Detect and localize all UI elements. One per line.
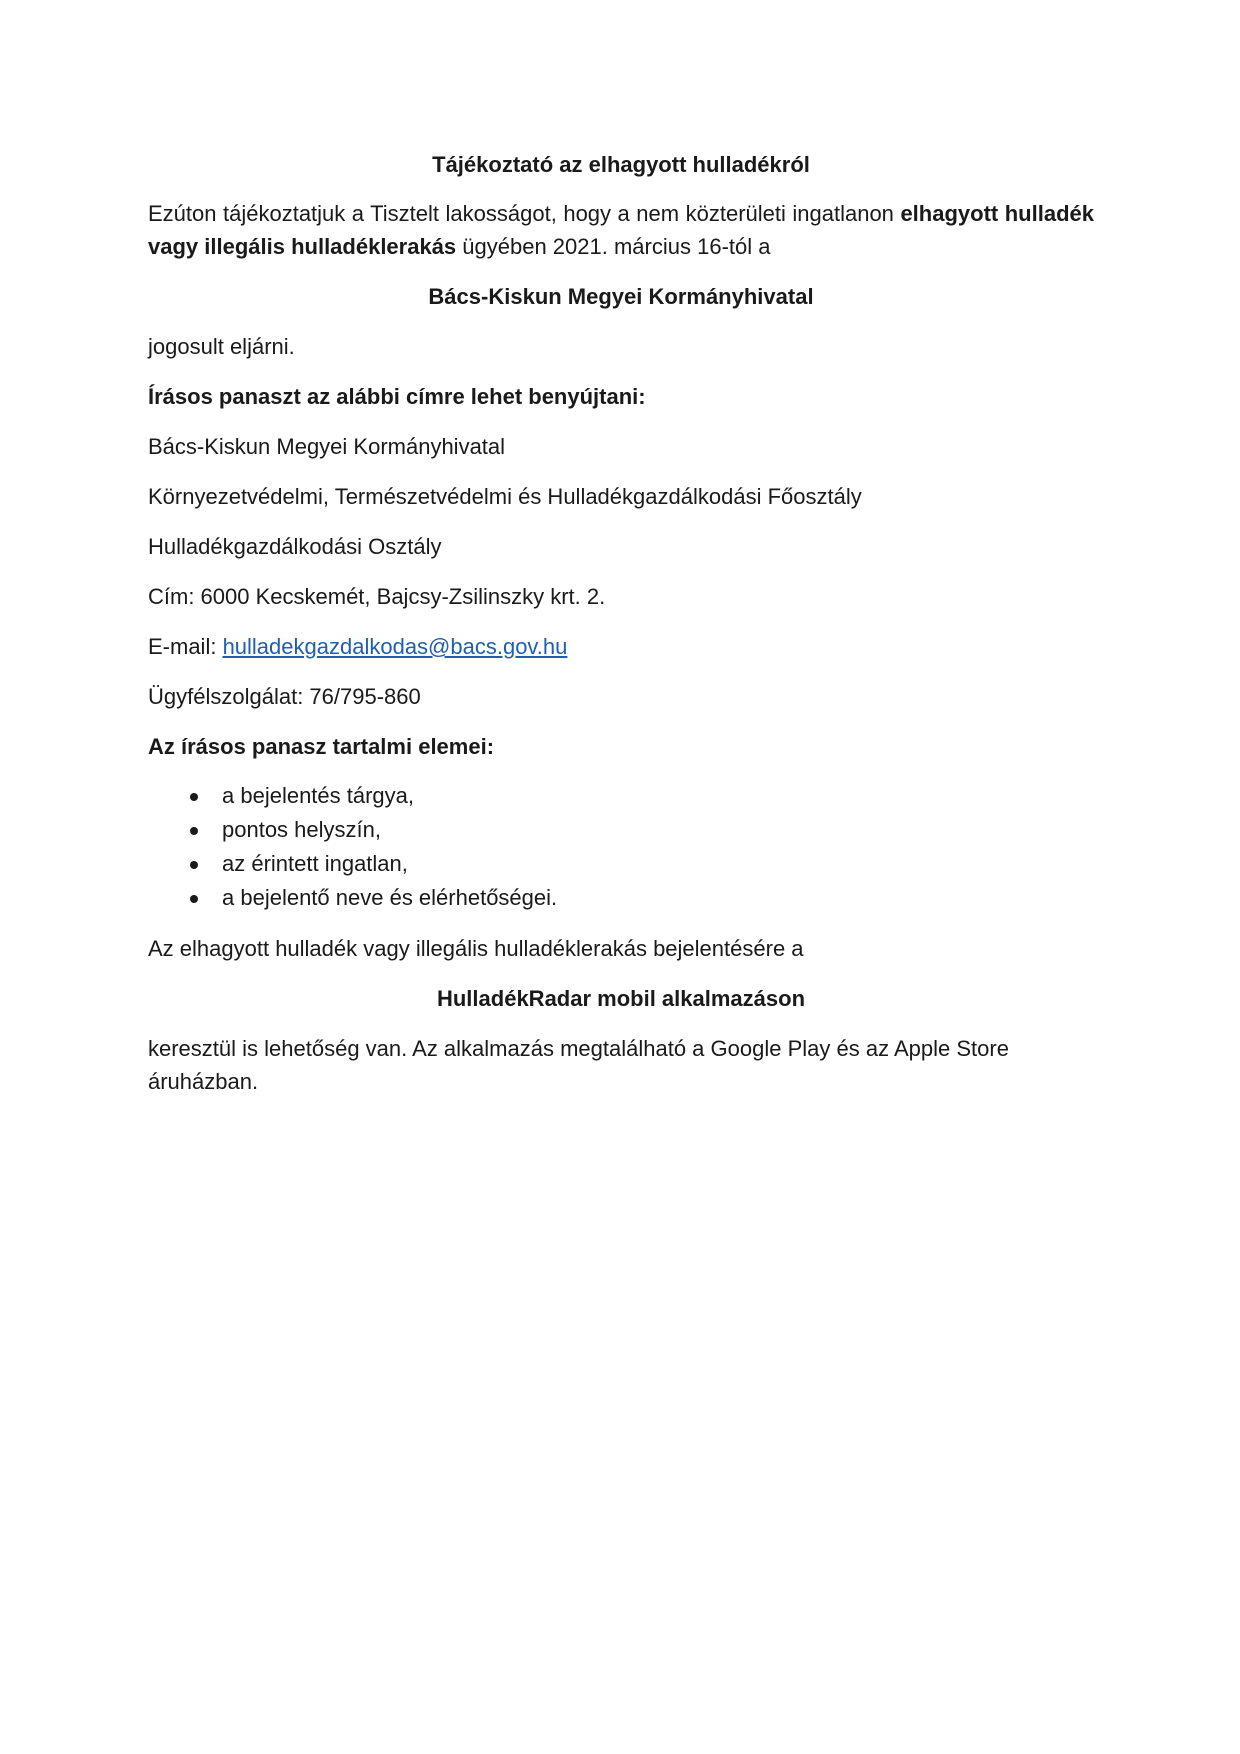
email-link[interactable]: hulladekgazdalkodas@bacs.gov.hu (222, 634, 568, 659)
list-item-text: a bejelentő neve és elérhetőségei. (222, 885, 558, 910)
app-outro-text: keresztül is lehetőség van. Az alkalmazás megtalálható a Google Play és az Apple Store áruházban. (148, 1036, 1009, 1094)
intro-bold-text: elhagyott hulladék vagy illegális hulladéklerakás (148, 201, 1094, 259)
email-label: E-mail: (148, 634, 223, 659)
address-division: Hulladékgazdálkodási Osztály (148, 534, 442, 559)
list-item (148, 779, 1094, 813)
intro-paragraph (148, 197, 1094, 263)
bullet-icon (190, 895, 198, 903)
bullet-icon (190, 793, 198, 801)
email-line (148, 630, 1094, 663)
list-item-text: a bejelentés tárgya, (222, 783, 415, 808)
complaint-heading: Írásos panaszt az alábbi címre lehet benyújtani: (148, 384, 646, 409)
address-office: Bács-Kiskun Megyei Kormányhivatal (148, 434, 506, 459)
app-name: HulladékRadar mobil alkalmazáson (436, 986, 806, 1011)
bullet-icon (190, 861, 198, 869)
authority-name: Bács-Kiskun Megyei Kormányhivatal (428, 284, 814, 309)
address-department: Környezetvédelmi, Természetvédelmi és Hulladékgazdálkodási Főosztály (148, 484, 862, 509)
list-item-text: az érintett ingatlan, (222, 851, 408, 876)
phone-line: Ügyfélszolgálat: 76/795-860 (148, 684, 421, 709)
contents-heading: Az írásos panasz tartalmi elemei: (148, 734, 495, 759)
address-line: Cím: 6000 Kecskemét, Bajcsy-Zsilinszky krt. 2. (148, 584, 606, 609)
list-item (148, 881, 1094, 915)
intro-text-1: Ezúton tájékoztatjuk a Tisztelt lakosságot, hogy a nem közterületi ingatlanon (148, 201, 901, 226)
document-title: Tájékoztató az elhagyott hulladékról (432, 152, 810, 177)
document-page (148, 130, 1094, 1098)
list-item (148, 813, 1094, 847)
list-item (148, 847, 1094, 881)
bullet-icon (190, 827, 198, 835)
contents-list (148, 779, 1094, 915)
authorized-text: jogosult eljárni. (148, 334, 295, 359)
intro-text-2: ügyében 2021. március 16-tól a (456, 234, 771, 259)
app-intro-text: Az elhagyott hulladék vagy illegális hulladéklerakás bejelentésére a (148, 936, 804, 961)
list-item-text: pontos helyszín, (222, 817, 381, 842)
